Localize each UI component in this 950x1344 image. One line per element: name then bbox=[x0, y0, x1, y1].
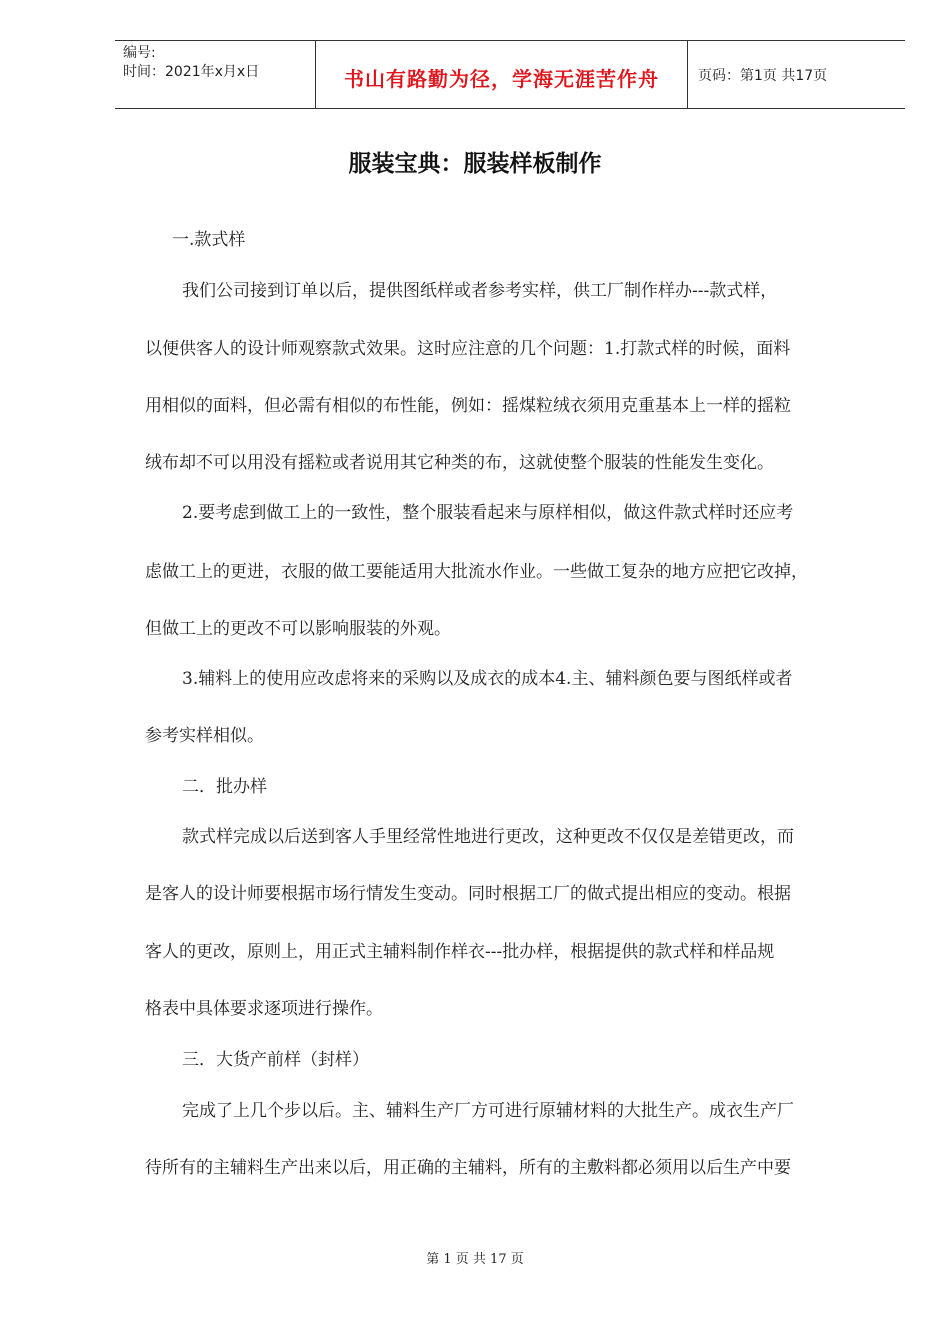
section-heading-3: 三．大货产前样（封样） bbox=[182, 1050, 369, 1070]
paragraph-line: 款式样完成以后送到客人手里经常性地进行更改，这种更改不仅仅是差错更改，而 bbox=[182, 827, 794, 847]
paragraph-line: 3.辅料上的使用应改虑将来的采购以及成衣的成本4.主、辅料颜色要与图纸样或者 bbox=[182, 669, 793, 689]
header-table bbox=[115, 40, 905, 109]
paragraph-line: 待所有的主辅料生产出来以后，用正确的主辅料，所有的主敷料都必须用以后生产中要 bbox=[145, 1158, 791, 1178]
number-label: 编号: bbox=[123, 45, 156, 61]
paragraph-line: 格表中具体要求逐项进行操作。 bbox=[145, 999, 383, 1019]
section-heading-2: 二．批办样 bbox=[182, 777, 267, 797]
time-label: 时间：2021年x月x日 bbox=[123, 64, 260, 80]
motto: 书山有路勤为径，学海无涯苦作舟 bbox=[344, 67, 659, 91]
paragraph-line: 虑做工上的更进，衣服的做工要能适用大批流水作业。一些做工复杂的地方应把它改掉， bbox=[145, 562, 808, 582]
paragraph-line: 完成了上几个步以后。主、辅料生产厂方可进行原辅材料的大批生产。成衣生产厂 bbox=[182, 1101, 794, 1121]
paragraph-line: 绒布却不可以用没有摇粒或者说用其它种类的布，这就使整个服装的性能发生变化。 bbox=[145, 453, 774, 473]
page-footer: 第 1 页 共 17 页 bbox=[426, 1252, 524, 1267]
paragraph-line: 参考实样相似。 bbox=[145, 726, 264, 746]
paragraph-line: 2.要考虑到做工上的一致性，整个服装看起来与原样相似，做这件款式样时还应考 bbox=[182, 503, 794, 523]
header-motto-cell bbox=[315, 41, 688, 108]
paragraph-line: 以便供客人的设计师观察款式效果。这时应注意的几个问题：1.打款式样的时候，面料 bbox=[145, 339, 791, 359]
section-heading-1: 一.款式样 bbox=[172, 230, 246, 250]
paragraph-line: 但做工上的更改不可以影响服装的外观。 bbox=[145, 619, 451, 639]
header-meta-cell bbox=[115, 41, 315, 108]
paragraph-line: 是客人的设计师要根据市场行情发生变动。同时根据工厂的做式提出相应的变动。根据 bbox=[145, 884, 791, 904]
paragraph-line: 用相似的面料，但必需有相似的布性能，例如：摇煤粒绒衣须用克重基本上一样的摇粒 bbox=[145, 396, 791, 416]
paragraph-line: 我们公司接到订单以后，提供图纸样或者参考实样，供工厂制作样办---款式样， bbox=[182, 281, 778, 301]
page-info: 页码：第1页 共17页 bbox=[698, 68, 828, 84]
paragraph-line: 客人的更改，原则上，用正式主辅料制作样衣---批办样，根据提供的款式样和样品规 bbox=[145, 942, 775, 962]
header-page-cell bbox=[688, 41, 905, 108]
document-title: 服装宝典：服装样板制作 bbox=[348, 151, 602, 177]
